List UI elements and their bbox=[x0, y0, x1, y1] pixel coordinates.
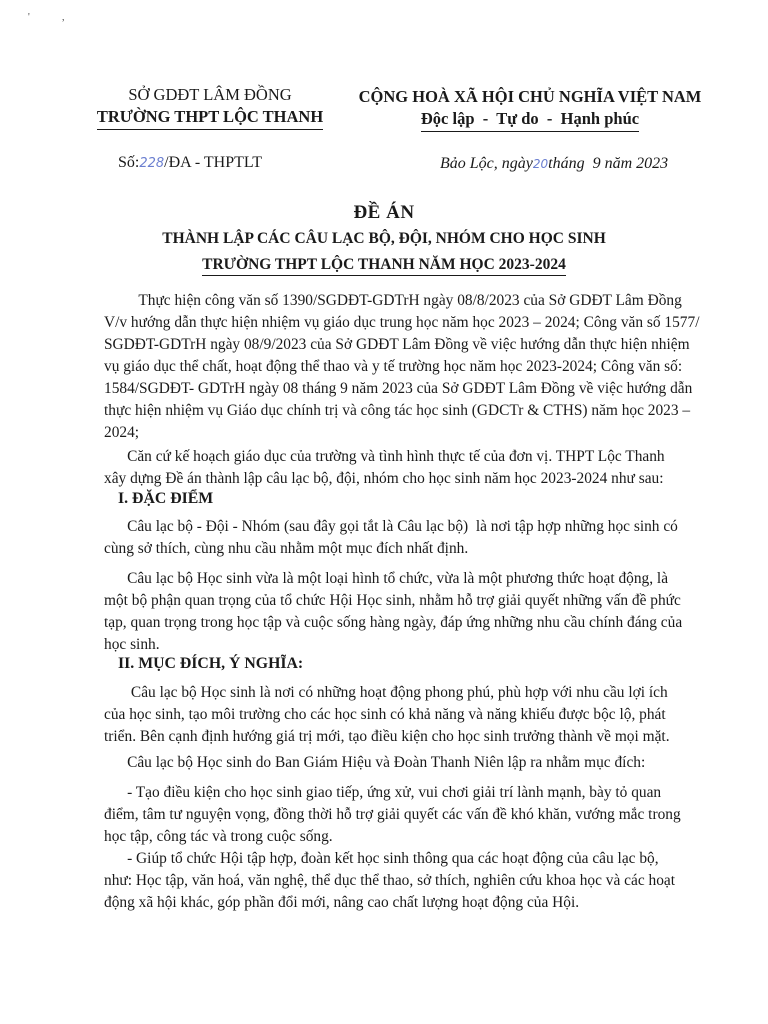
place-and-date: Bảo Lộc, ngày20tháng 9 năm 2023 bbox=[440, 155, 669, 172]
text-line: động xã hội khác, góp phần đổi mới, nâng cao chất lượng hoạt động của Hội. bbox=[104, 894, 580, 911]
text-line: 2024; bbox=[104, 424, 140, 441]
text-line: một bộ phận quan trọng của tổ chức Hội Học sinh, nhằm hỗ trợ giải quyết những vấn đề phức bbox=[104, 592, 681, 609]
section1-paragraph2 bbox=[104, 568, 714, 656]
department-name: SỞ GDĐT LÂM ĐỒNG bbox=[128, 85, 292, 104]
republic-title: CỘNG HOÀ XÃ HỘI CHỦ NGHĨA VIỆT NAM bbox=[358, 87, 702, 106]
text-line: triển. Bên cạnh định hướng giá trị mới, tạo điều kiện cho học sinh trưởng thành về mọi mặt. bbox=[104, 728, 670, 745]
national-motto: Độc lập - Tự do - Hạnh phúc bbox=[421, 108, 639, 132]
text-line: - Tạo điều kiện cho học sinh giao tiếp, ứng xử, vui chơi giải trí lành mạnh, bày tỏ quan bbox=[104, 784, 662, 801]
text-line: Căn cứ kế hoạch giáo dục của trường và tình hình thực tế của đơn vị. THPT Lộc Thanh bbox=[104, 448, 665, 465]
school-name: TRƯỜNG THPT LỘC THANH bbox=[97, 106, 323, 130]
text-line: Câu lạc bộ Học sinh vừa là một loại hình tổ chức, vừa là một phương thức hoạt động, là bbox=[104, 570, 669, 587]
text-line: học sinh. bbox=[104, 636, 160, 653]
header-right bbox=[340, 86, 720, 132]
text-line: Thực hiện công văn số 1390/SGDĐT-GDTrH ngày 08/8/2023 của Sở GDĐT Lâm Đồng bbox=[104, 292, 682, 309]
text-line: tạp, quan trọng trong học tập và cuộc sống hàng ngày, đáp ứng những nhu cầu chính đáng của bbox=[104, 614, 683, 631]
scan-mark: , bbox=[62, 12, 65, 23]
document-subtitle-line1: THÀNH LẬP CÁC CÂU LẠC BỘ, ĐỘI, NHÓM CHO HỌC SINH bbox=[162, 230, 606, 247]
intro-paragraph bbox=[104, 290, 714, 444]
header-left bbox=[78, 84, 342, 130]
handwritten-number: 228 bbox=[139, 156, 165, 171]
section2-paragraph3 bbox=[104, 782, 714, 848]
text-line: xây dựng Đề án thành lập câu lạc bộ, đội, nhóm cho học sinh năm học 2023-2024 như sau: bbox=[104, 470, 664, 487]
section2-paragraph1 bbox=[104, 682, 714, 748]
text-line: Câu lạc bộ Học sinh do Ban Giám Hiệu và Đoàn Thanh Niên lập ra nhằm mục đích: bbox=[104, 754, 646, 771]
text-line: Câu lạc bộ - Đội - Nhóm (sau đây gọi tắt là Câu lạc bộ) là nơi tập hợp những học sinh có bbox=[104, 518, 678, 535]
document-number: Số:228/ĐA - THPTLT bbox=[118, 154, 262, 171]
text-line: V/v hướng dẫn thực hiện nhiệm vụ giáo dục trung học năm học 2023 – 2024; Công văn số 1577/ bbox=[104, 314, 700, 331]
handwritten-day: 20 bbox=[532, 157, 549, 171]
text-line: thực hiện nhiệm vụ Giáo dục chính trị và công tác học sinh (GDCTr & CTHS) năm học 2023 – bbox=[104, 402, 691, 419]
text-line: học tập, công tác và trong cuộc sống. bbox=[104, 828, 333, 845]
section-heading: I. ĐẶC ĐIỂM bbox=[118, 490, 214, 507]
basis-paragraph bbox=[104, 446, 714, 490]
document-title: ĐỀ ÁN bbox=[353, 202, 415, 223]
section2-paragraph4 bbox=[104, 848, 714, 914]
text-line: vụ giáo dục thể chất, hoạt động thể thao và y tế trường học năm học 2023-2024; Công văn số: bbox=[104, 358, 683, 375]
text-line: 1584/SGDĐT- GDTrH ngày 08 tháng 9 năm 2023 của Sở GDĐT Lâm Đồng về việc hướng dẫn bbox=[104, 380, 693, 397]
text-line: Câu lạc bộ Học sinh là nơi có những hoạt động phong phú, phù hợp với nhu cầu lợi ích bbox=[104, 684, 668, 701]
section2-paragraph2 bbox=[104, 752, 714, 774]
text-line: cùng sở thích, cùng nhu cầu nhằm một mục đích nhất định. bbox=[104, 540, 469, 557]
section1-paragraph1 bbox=[104, 516, 714, 560]
text-line: như: Học tập, văn hoá, văn nghệ, thể dục thể thao, sở thích, nghiên cứu khoa học và các hoạt bbox=[104, 872, 676, 889]
text-line: điểm, tâm tư nguyện vọng, đồng thời hỗ trợ giải quyết các vấn đề khó khăn, vướng mắc trong bbox=[104, 806, 681, 823]
scan-mark: ' bbox=[28, 12, 30, 23]
section-heading: II. MỤC ĐÍCH, Ý NGHĨA: bbox=[118, 655, 304, 672]
text-line: SGDĐT-GDTrH ngày 08/9/2023 của Sở GDĐT Lâm Đồng về việc hướng dẫn thực hiện nhiệm bbox=[104, 336, 690, 353]
text-line: của học sinh, tạo môi trường cho các học sinh có khả năng và năng khiếu được bộc lộ, phát bbox=[104, 706, 666, 723]
document-subtitle-line2: TRƯỜNG THPT LỘC THANH NĂM HỌC 2023-2024 bbox=[0, 256, 768, 276]
text-line: - Giúp tổ chức Hội tập hợp, đoàn kết học sinh thông qua các hoạt động của câu lạc bộ, bbox=[104, 850, 659, 867]
